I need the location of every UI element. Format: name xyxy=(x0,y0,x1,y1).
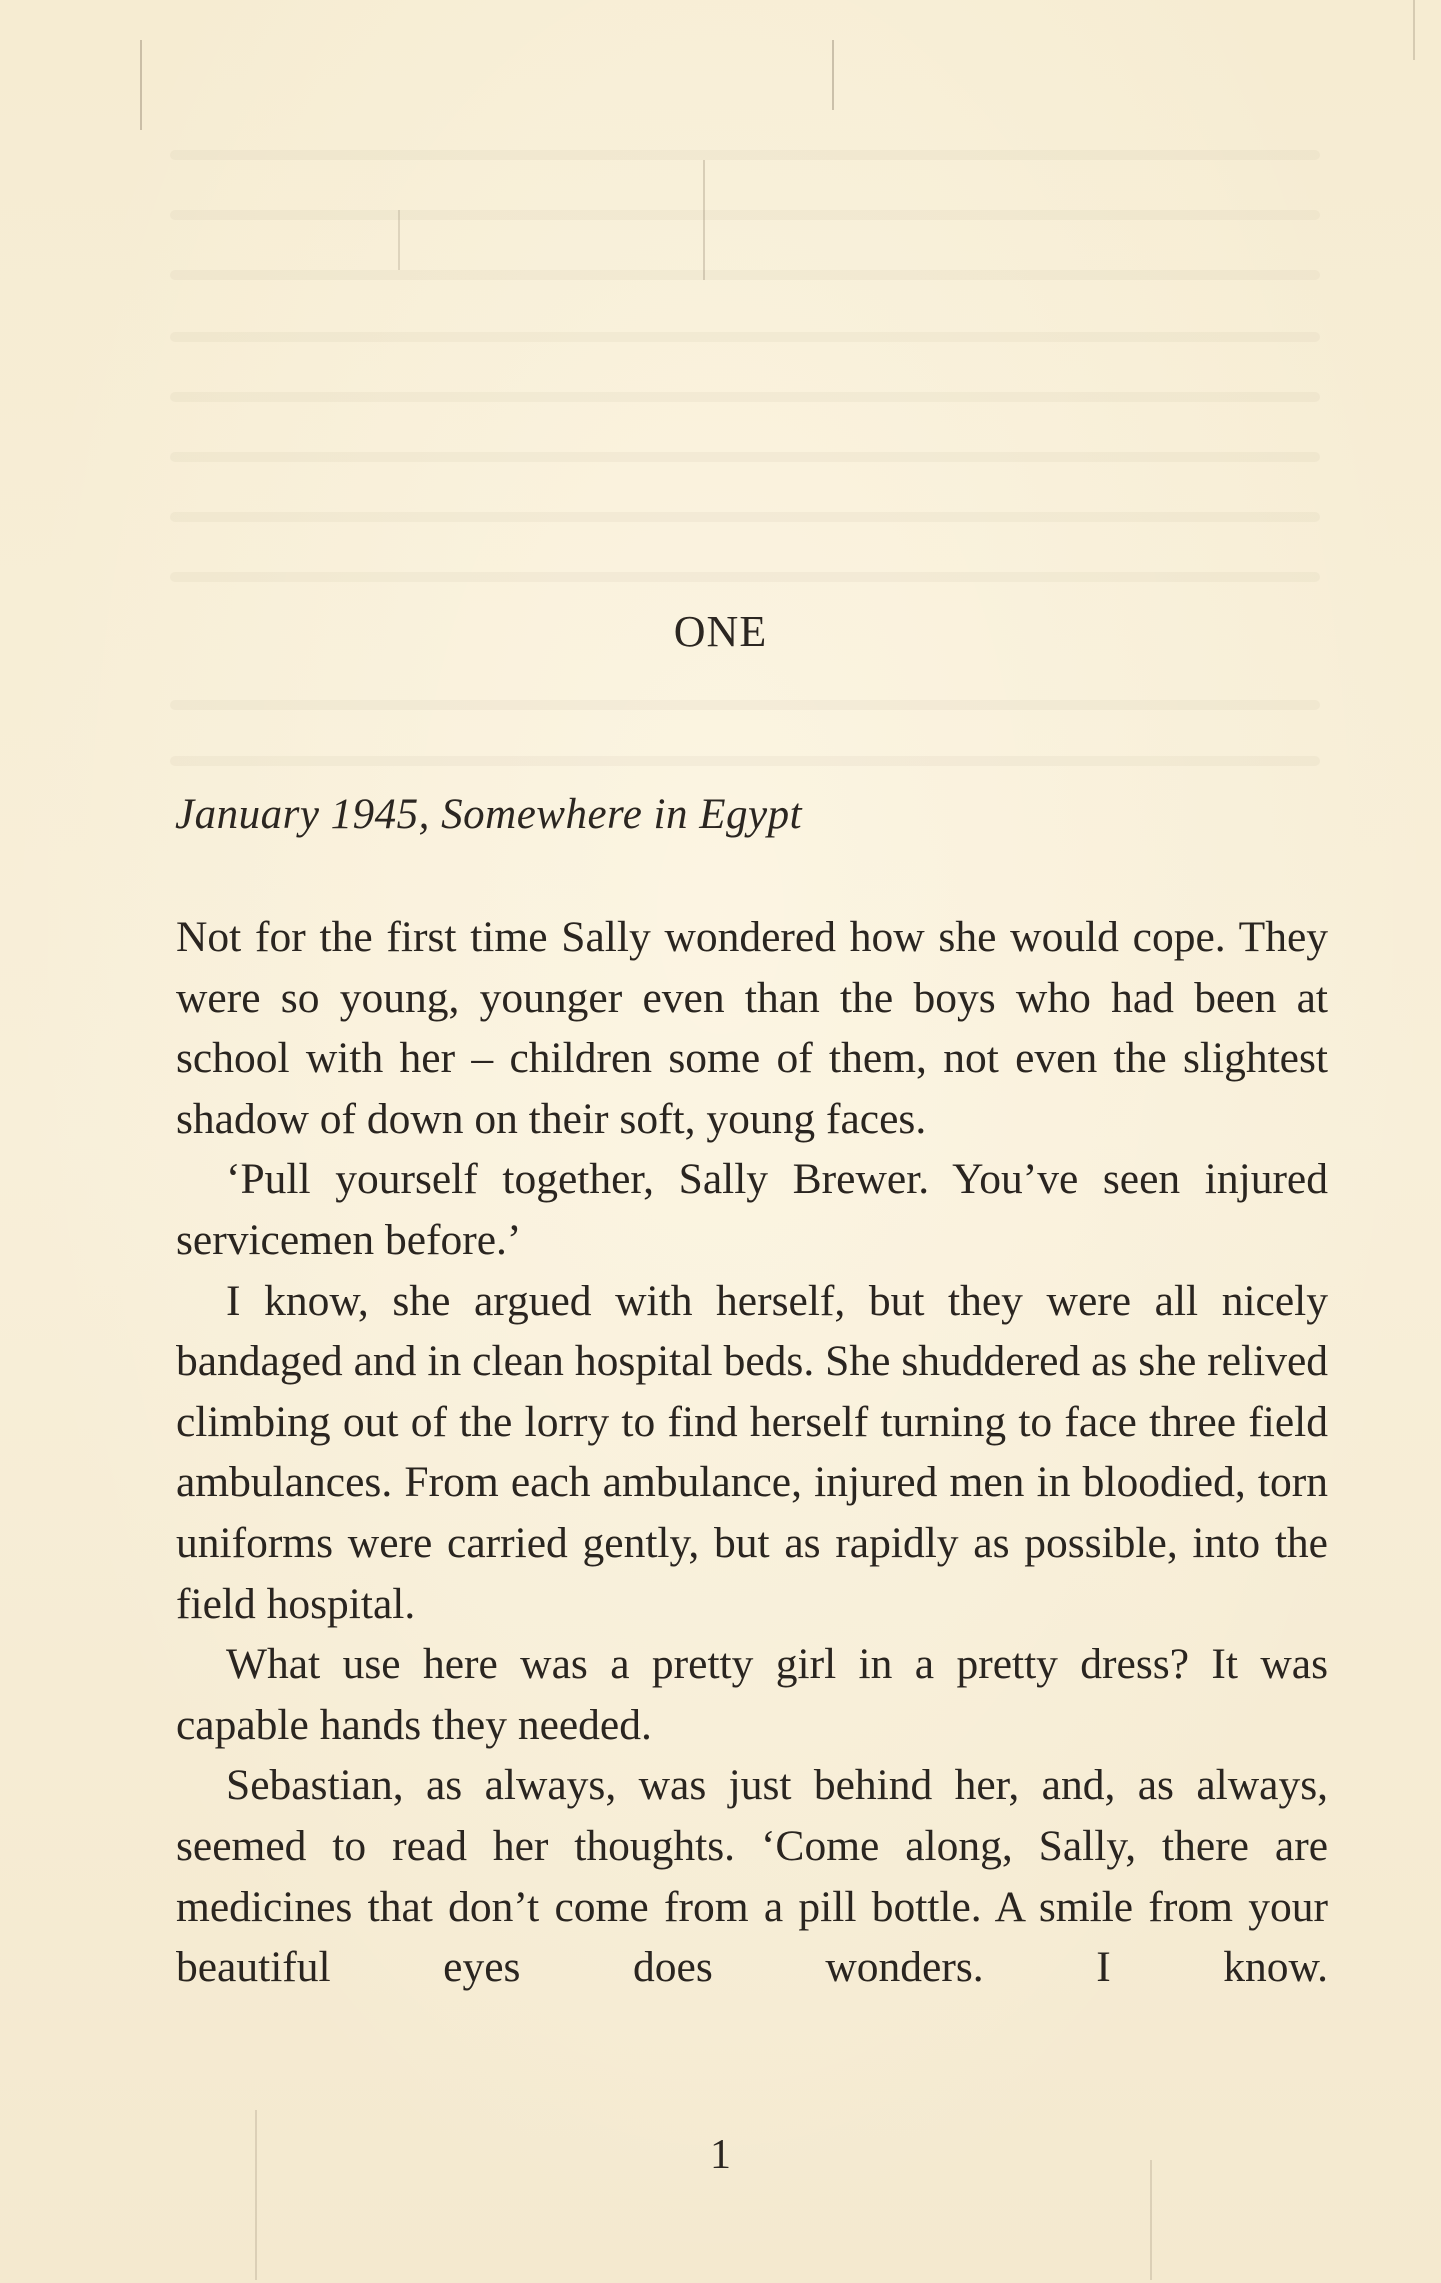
show-through-line xyxy=(170,512,1320,522)
chapter-dateline: January 1945, Somewhere in Egypt xyxy=(175,791,803,838)
paragraph: I know, she argued with herself, but they were all nicely bandaged and in clean hospital beds. She shuddered as she relived climbing out of the lorry to find herself turning to face three field ambulances. From each ambulance, injured men in bloodied, torn uniforms were carried gently, but as rapidly as possible, into the field hospital. xyxy=(176,1276,1328,1628)
show-through-line xyxy=(170,756,1320,766)
page-number: 1 xyxy=(710,2132,731,2178)
show-through-line xyxy=(170,210,1320,220)
paragraph: Sebastian, as always, was just behind her, and, as always, seemed to read her thoughts. ‘Come along, Sally, there are medicines that don’t come from a pill bottle. A smile from your beautiful eyes does wonders. I know. xyxy=(176,1761,1328,1992)
chapter-title: ONE xyxy=(673,607,768,656)
margin-mark xyxy=(140,40,142,130)
show-through-line xyxy=(170,452,1320,462)
margin-mark xyxy=(1413,0,1415,60)
show-through-line xyxy=(170,270,1320,280)
show-through-line xyxy=(170,572,1320,582)
show-through-line xyxy=(170,150,1320,160)
show-through-line xyxy=(170,700,1320,710)
body-text xyxy=(176,907,1328,1998)
margin-mark xyxy=(703,160,705,280)
show-through-line xyxy=(170,392,1320,402)
paragraph: What use here was a pretty girl in a pretty dress? It was capable hands they needed. xyxy=(176,1640,1328,1749)
paragraph: Not for the first time Sally wondered how she would cope. They were so young, younger even than the boys who had been at school with her – children some of them, not even the slightest shadow of down on their soft, young faces. xyxy=(176,913,1328,1143)
margin-mark xyxy=(832,40,834,110)
paragraph: ‘Pull yourself together, Sally Brewer. You’ve seen injured servicemen before.’ xyxy=(176,1155,1328,1264)
show-through-line xyxy=(170,332,1320,342)
